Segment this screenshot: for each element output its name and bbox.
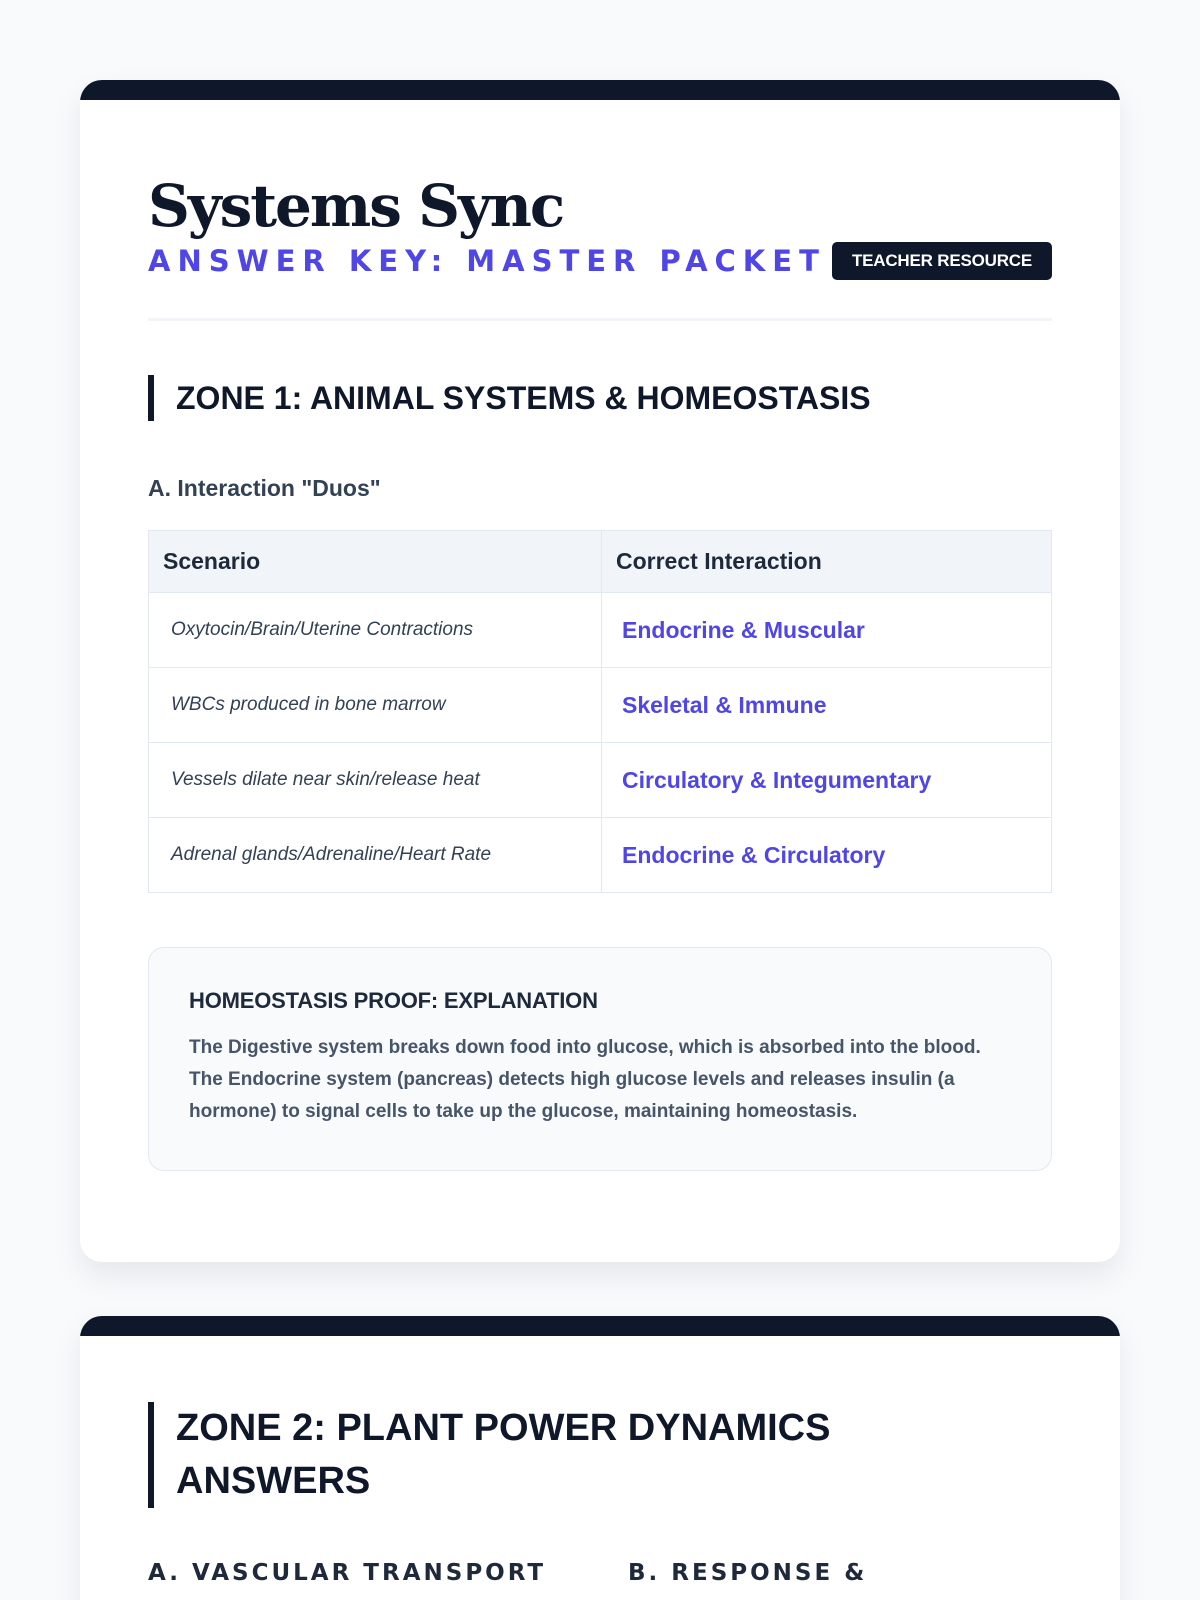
proof-text: The Digestive system breaks down food into glucose, which is absorbed into the blood. The Endocrine system (pancreas) detects high glucose levels and releases insulin (a hormone) to signal cells to take up the glucose, maintaining homeostasis. [189, 1037, 981, 1122]
zone2-heading: ZONE 2: PLANT POWER DYNAMICS ANSWERS [148, 1402, 908, 1508]
answer-cell: Circulatory & Integumentary [602, 743, 1052, 818]
answer-key-card [80, 80, 1120, 1262]
proof-title: HOMEOSTASIS PROOF: EXPLANATION [189, 988, 598, 1013]
zone1-heading: ZONE 1: ANIMAL SYSTEMS & HOMEOSTASIS [148, 375, 1052, 421]
card-top-bar [80, 1316, 1120, 1336]
scenario-cell: Vessels dilate near skin/release heat [149, 743, 602, 818]
column-header-interaction: Correct Interaction [602, 531, 1052, 593]
table-row [149, 743, 1052, 818]
answer-cell: Endocrine & Circulatory [602, 818, 1052, 893]
subtitle-row [148, 242, 1052, 280]
answer-cell: Skeletal & Immune [602, 668, 1052, 743]
table-row [149, 818, 1052, 893]
homeostasis-proof-box [148, 947, 1052, 1171]
vascular-transport-label: A. VASCULAR TRANSPORT [148, 1560, 547, 1586]
zone2-card [80, 1316, 1120, 1600]
page-title: Systems Sync [148, 172, 564, 240]
page-subtitle: ANSWER KEY: MASTER PACKET [148, 244, 826, 278]
teacher-resource-badge: TEACHER RESOURCE [832, 242, 1052, 280]
response-label: B. RESPONSE & [628, 1560, 868, 1586]
table-header-row [149, 531, 1052, 593]
column-header-scenario: Scenario [149, 531, 602, 593]
interaction-table [148, 530, 1052, 893]
section-a-label: A. Interaction "Duos" [148, 475, 381, 501]
scenario-cell: WBCs produced in bone marrow [149, 668, 602, 743]
card-top-bar [80, 80, 1120, 100]
zone2-sub-columns [148, 1560, 1052, 1586]
scenario-cell: Adrenal glands/Adrenaline/Heart Rate [149, 818, 602, 893]
header-divider [148, 318, 1052, 321]
scenario-cell: Oxytocin/Brain/Uterine Contractions [149, 593, 602, 668]
table-row [149, 593, 1052, 668]
answer-cell: Endocrine & Muscular [602, 593, 1052, 668]
table-row [149, 668, 1052, 743]
